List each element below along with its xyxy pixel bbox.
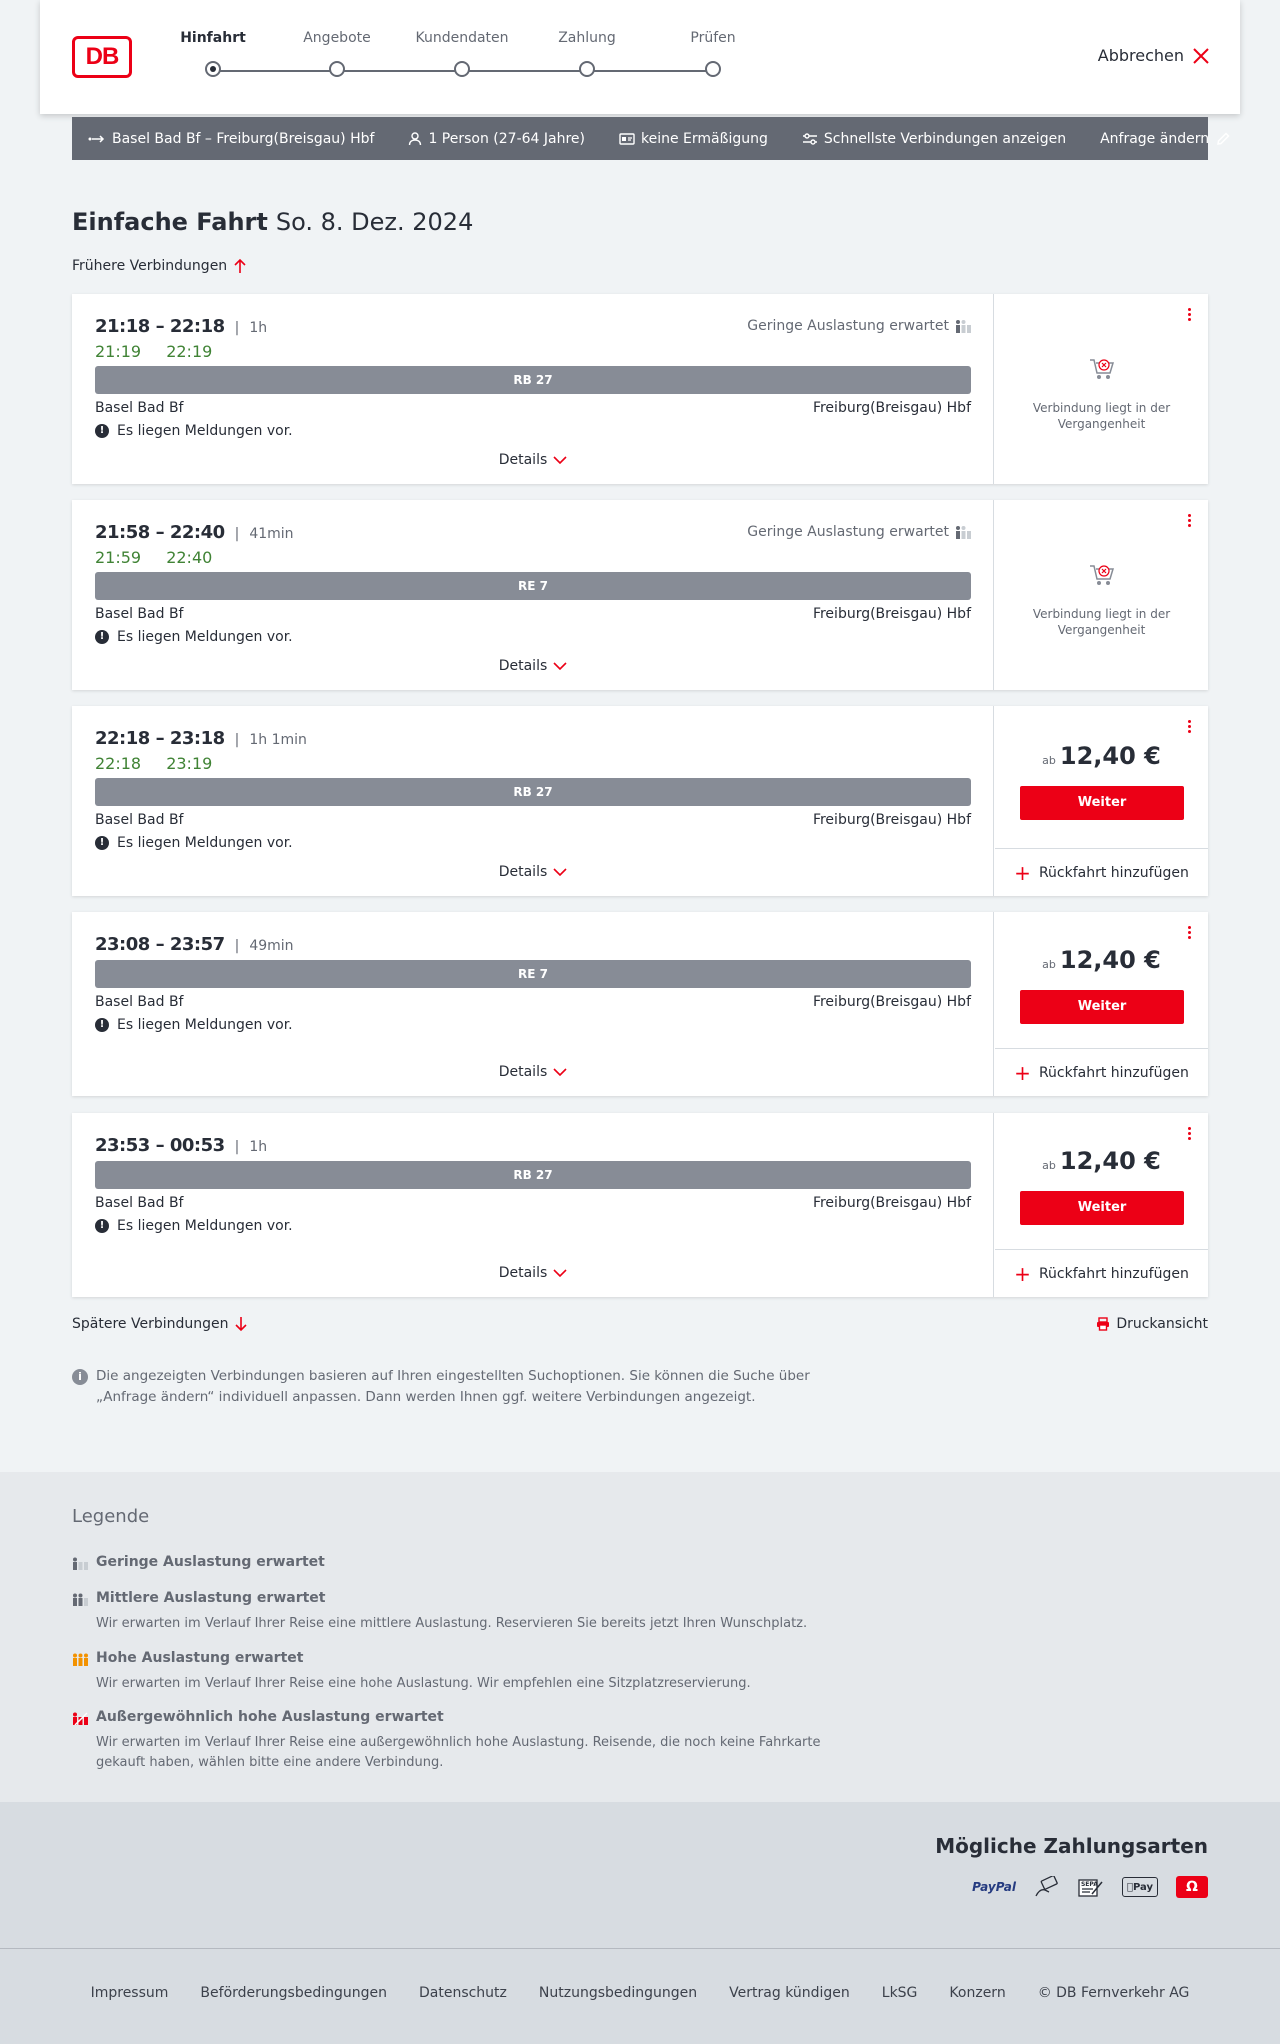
details-toggle[interactable] [72,1064,994,1080]
step-label: Hinfahrt [180,30,246,46]
legend-item-high [72,1650,852,1694]
message-text: Es liegen Meldungen vor. [117,1218,293,1234]
info-notice [72,1366,852,1408]
price-prefix: ab [1042,1159,1056,1172]
footer-link-lksg[interactable]: LkSG [881,1985,918,2001]
price [995,946,1208,974]
details-label: Details [498,864,548,880]
destination-station: Freiburg(Breisgau) Hbf [812,812,971,828]
connection-times [95,728,307,749]
realtime-times: 21:19 22:19 [95,342,213,361]
destination-station: Freiburg(Breisgau) Hbf [812,1195,971,1211]
load-indicator [747,524,971,540]
times-text: 23:08 – 23:57 [95,934,225,955]
step-label: Zahlung [558,30,616,46]
train-bar[interactable]: RB 27 [95,366,971,394]
connection-times [95,1135,267,1156]
connection-card[interactable] [72,500,1208,690]
connection-main [72,500,994,690]
connection-side [995,500,1208,690]
summary-filter [802,131,1066,147]
connection-times [95,316,267,337]
duration: | 1h 1min [235,732,307,748]
trip-type: Einfache Fahrt [72,208,268,236]
step-label: Kundendaten [415,30,509,46]
price-value: 12,40 € [1059,946,1161,974]
footer [0,1948,1280,2044]
earlier-connections-link[interactable] [72,258,247,274]
pencil-icon [1215,131,1231,147]
exclamation-icon: ! [95,836,109,850]
continue-button[interactable]: Weiter [1020,1191,1184,1225]
duration: | 49min [235,938,294,954]
step-label: Angebote [303,30,371,46]
footer-link-befoerderung[interactable]: Beförderungsbedingungen [200,1985,387,2001]
passengers-text: 1 Person (27-64 Jahre) [428,130,585,147]
past-connection-text: Verbindung liegt in der Vergangenheit [1032,607,1171,637]
message-notice [95,1017,293,1033]
arrow-down-icon [234,1316,248,1332]
times-text: 21:58 – 22:40 [95,522,225,543]
message-notice [95,835,293,851]
payment-title: Mögliche Zahlungsarten [935,1834,1208,1858]
plus-icon: + [1014,1060,1031,1085]
details-label: Details [498,452,548,468]
realtime-times: 22:18 23:19 [95,754,213,773]
header [40,0,1240,114]
cart-unavailable-icon [1089,357,1115,381]
step-kundendaten [407,30,517,77]
step-dot [579,61,595,77]
message-text: Es liegen Meldungen vor. [117,423,293,439]
connection-card[interactable] [72,1113,1208,1297]
price [995,742,1208,770]
legend-label: Außergewöhnlich hohe Auslastung erwartet [96,1709,444,1725]
origin-station: Basel Bad Bf [95,994,184,1010]
chevron-down-icon [553,1068,567,1076]
arrow-up-icon [233,258,247,274]
connection-side [995,1113,1208,1297]
details-toggle[interactable] [72,658,994,674]
legend-label: Geringe Auslastung erwartet [96,1554,325,1570]
connection-times [95,934,294,955]
edit-request-button[interactable] [1100,131,1231,147]
price-prefix: ab [1042,754,1056,767]
sepa-icon [1078,1876,1104,1898]
more-options-icon[interactable] [1188,308,1192,323]
origin-station: Basel Bad Bf [95,1195,184,1211]
connection-main [72,912,994,1096]
return-label: Rückfahrt hinzufügen [1038,864,1189,881]
arrow-right-icon [88,134,106,144]
message-text: Es liegen Meldungen vor. [117,1017,293,1033]
discount-text: keine Ermäßigung [641,130,768,147]
very-high-load-icon [72,1712,88,1725]
times-text: 22:18 – 23:18 [95,728,225,749]
connection-times [95,522,294,543]
legend-description: Wir erwarten im Verlauf Ihrer Reise eine mittlere Auslastung. Reservieren Sie bereits jetzt Ihren Wunschplatz. [96,1616,808,1631]
legend-label: Hohe Auslastung erwartet [96,1650,304,1666]
realtime-times: 21:59 22:40 [95,548,213,567]
connection-main [72,706,994,896]
exclamation-icon: ! [95,424,109,438]
info-text: Die angezeigten Verbindungen basieren auf Ihren eingestellten Suchoptionen. Sie können die Suche über „Anfrage ändern“ individuell anpassen. Dann werden Ihnen ggf. weitere Verbindungen angezeigt. [96,1368,810,1405]
message-notice [95,1218,293,1234]
train-bar[interactable]: RB 27 [95,778,971,806]
more-options-icon[interactable] [1188,1127,1192,1142]
details-toggle[interactable] [72,864,994,880]
legend-description: Wir erwarten im Verlauf Ihrer Reise eine hohe Auslastung. Wir empfehlen eine Sitzplatzreservierung. [96,1676,751,1691]
message-text: Es liegen Meldungen vor. [117,835,293,851]
add-return-button[interactable] [995,848,1208,896]
footer-link-datenschutz[interactable]: Datenschutz [418,1985,507,2001]
credit-card-hand-icon [1034,1876,1060,1898]
legend-item-very-high [72,1709,852,1773]
return-label: Rückfahrt hinzufügen [1038,1265,1189,1282]
origin-station: Basel Bad Bf [95,812,184,828]
plus-icon: + [1014,860,1031,885]
legend-description: Wir erwarten im Verlauf Ihrer Reise eine außergewöhnlich hohe Auslastung. Reisende, die noch keine Fahrkarte gekauft haben, wählen bitte eine andere Verbindung. [96,1735,821,1770]
message-notice [95,423,293,439]
step-pruefen [658,30,768,77]
step-dot [329,61,345,77]
low-load-icon [955,525,971,539]
low-load-icon [955,319,971,333]
later-label: Spätere Verbindungen [72,1316,229,1332]
destination-station: Freiburg(Breisgau) Hbf [812,994,971,1010]
info-icon: i [72,1369,88,1385]
plus-icon: + [1014,1261,1031,1286]
step-hinfahrt[interactable] [158,30,268,77]
price-value: 12,40 € [1059,1147,1161,1175]
legend-title: Legende [72,1506,150,1527]
page-title [72,208,473,236]
later-connections-link[interactable] [72,1316,248,1332]
legend-item-medium [72,1590,852,1634]
footer-link-konzern[interactable]: Konzern [949,1985,1006,2001]
low-load-icon [72,1557,88,1570]
filter-text: Schnellste Verbindungen anzeigen [823,130,1067,147]
footer-copyright: © DB Fernverkehr AG [1037,1985,1190,2001]
past-connection-text: Verbindung liegt in der Vergangenheit [1032,401,1171,431]
footer-link-impressum[interactable]: Impressum [90,1985,169,2001]
continue-button[interactable]: Weiter [1020,786,1184,820]
sliders-icon [802,132,818,146]
apple-pay-label: Pay [1132,1881,1153,1893]
price-value: 12,40 € [1059,742,1161,770]
trip-date: So. 8. Dez. 2024 [275,208,474,236]
exclamation-icon: ! [95,1219,109,1233]
summary-route [88,131,374,147]
progress-steps [172,30,812,90]
load-text: Geringe Auslastung erwartet [747,524,949,540]
summary-passengers [408,131,585,147]
paypal-icon: PayPal [972,1880,1016,1894]
load-indicator [747,318,971,334]
legend-section [0,1472,1280,1802]
exclamation-icon: ! [95,1018,109,1032]
payment-icons [972,1876,1208,1898]
connection-main [72,1113,994,1297]
duration: | 1h [235,1139,268,1155]
price [995,1147,1208,1175]
summary-discount [619,131,768,147]
chevron-down-icon [553,868,567,876]
apple-pay-icon [1122,1877,1158,1897]
exclamation-icon: ! [95,630,109,644]
connection-card[interactable] [72,706,1208,896]
step-dot [705,61,721,77]
high-load-icon [72,1653,88,1666]
price-prefix: ab [1042,958,1056,971]
connection-main [72,294,994,484]
print-label: Druckansicht [1116,1316,1208,1332]
duration: | 1h [235,320,268,336]
cancel-label: Abbrechen [1097,46,1184,65]
details-toggle[interactable] [72,1265,994,1281]
connection-side [995,294,1208,484]
search-summary-bar [72,117,1208,160]
connection-card[interactable] [72,294,1208,484]
train-bar[interactable]: RE 7 [95,572,971,600]
duration: | 41min [235,526,294,542]
more-options-icon[interactable] [1188,926,1192,941]
message-text: Es liegen Meldungen vor. [117,629,293,645]
load-text: Geringe Auslastung erwartet [747,318,949,334]
earlier-label: Frühere Verbindungen [72,258,228,274]
sepa-label: SEPA [1080,1881,1098,1888]
details-toggle[interactable] [72,452,994,468]
chevron-down-icon [553,1269,567,1277]
more-options-icon[interactable] [1188,514,1192,529]
connection-card[interactable] [72,912,1208,1096]
return-label: Rückfahrt hinzufügen [1038,1064,1189,1081]
step-dot [205,61,221,77]
legend-item-low [72,1554,852,1570]
details-label: Details [498,1064,548,1080]
connection-side [995,912,1208,1096]
destination-station: Freiburg(Breisgau) Hbf [812,606,971,622]
chevron-down-icon [553,662,567,670]
footer-link-nutzung[interactable]: Nutzungsbedingungen [538,1985,698,2001]
more-options-icon[interactable] [1188,720,1192,735]
origin-station: Basel Bad Bf [95,606,184,622]
step-angebote [282,30,392,77]
payment-methods-section [0,1802,1280,1948]
details-label: Details [498,1265,548,1281]
step-dot [454,61,470,77]
person-icon [408,132,422,146]
close-icon [1192,47,1210,65]
card-icon [619,133,635,145]
edit-label: Anfrage ändern [1100,130,1210,147]
train-bar[interactable]: RE 7 [95,960,971,988]
chevron-down-icon [553,456,567,464]
route-text: Basel Bad Bf – Freiburg(Breisgau) Hbf [112,130,375,147]
continue-button[interactable]: Weiter [1020,990,1184,1024]
step-zahlung [532,30,642,77]
printer-icon [1096,1317,1110,1331]
legend-label: Mittlere Auslastung erwartet [96,1590,326,1606]
db-card-icon: Ω [1176,1876,1208,1898]
add-return-button[interactable] [995,1048,1208,1096]
step-label: Prüfen [690,30,736,46]
add-return-button[interactable] [995,1249,1208,1297]
train-bar[interactable]: RB 27 [95,1161,971,1189]
footer-link-vertrag[interactable]: Vertrag kündigen [729,1985,850,2001]
connection-side [995,706,1208,896]
times-text: 23:53 – 00:53 [95,1135,225,1156]
cart-unavailable-icon [1089,563,1115,587]
times-text: 21:18 – 22:18 [95,316,225,337]
details-label: Details [498,658,548,674]
origin-station: Basel Bad Bf [95,400,184,416]
message-notice [95,629,293,645]
db-logo[interactable]: DB [72,36,132,78]
cancel-button[interactable] [1098,46,1210,65]
print-view-link[interactable] [1096,1316,1208,1332]
destination-station: Freiburg(Breisgau) Hbf [812,400,971,416]
medium-load-icon [72,1593,88,1606]
